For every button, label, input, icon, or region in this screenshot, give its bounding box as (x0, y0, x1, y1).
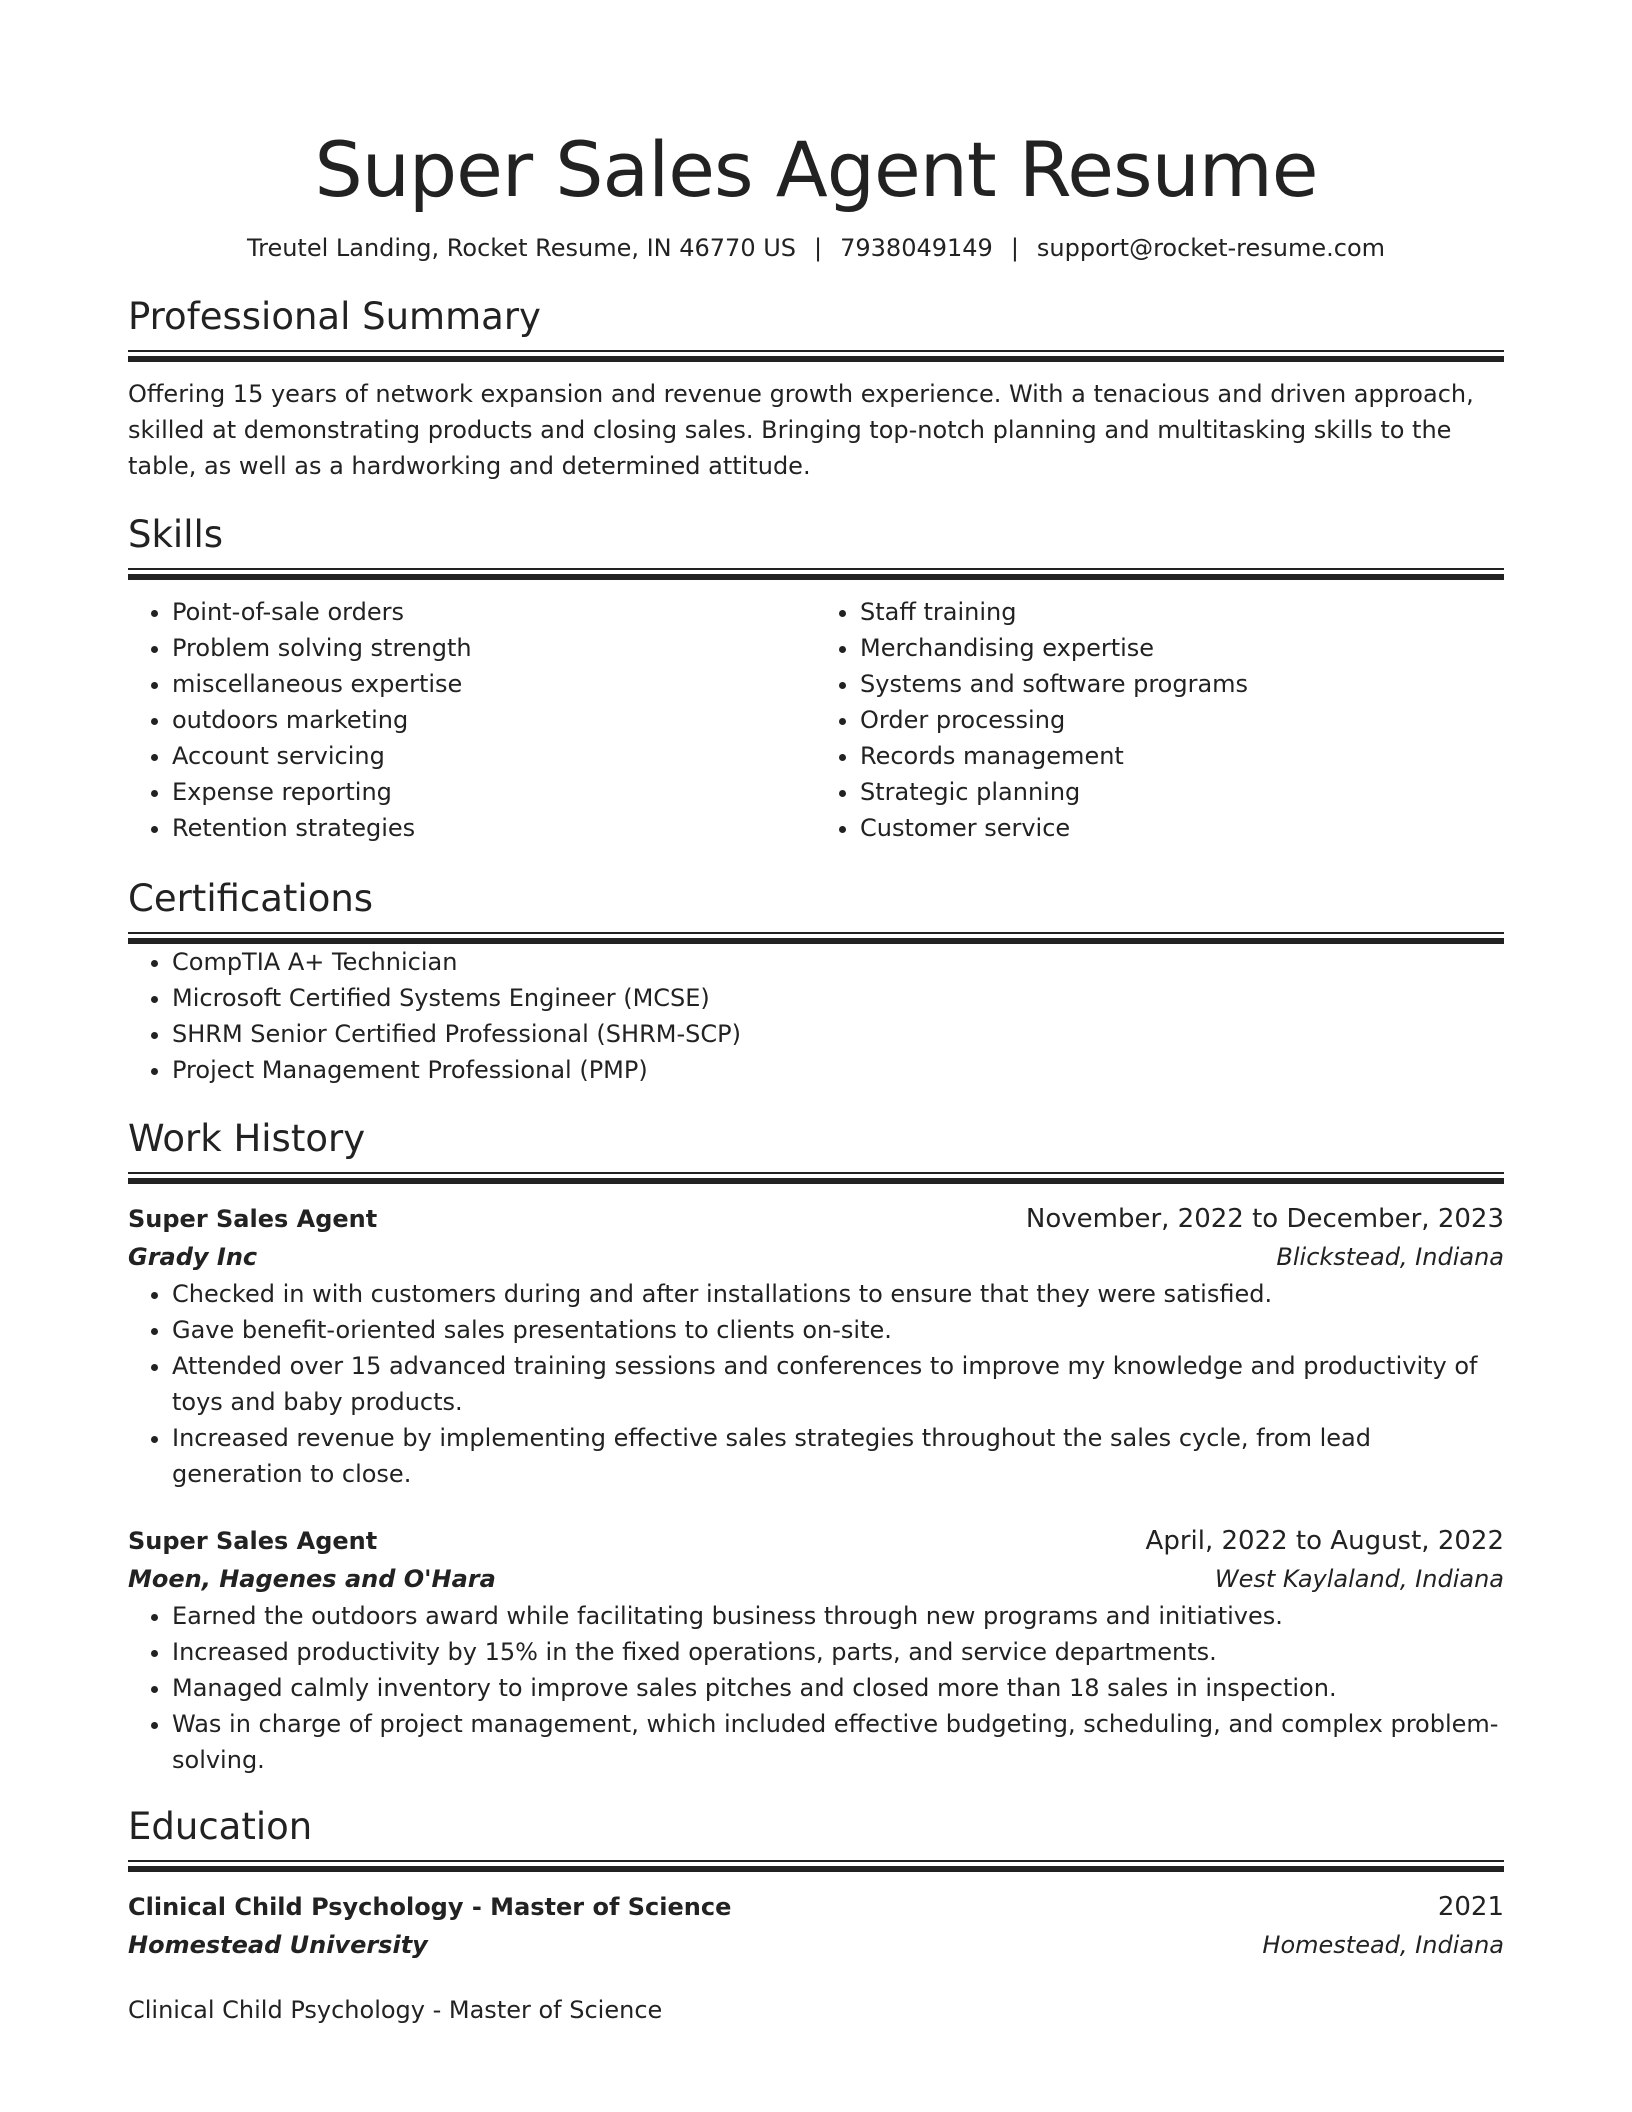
education-subheader (128, 1926, 1504, 1964)
skills-grid (128, 594, 1504, 846)
job-bullet: • Increased productivity by 15% in the fixed operations, parts, and service departments. (172, 1634, 1504, 1670)
skill-item: • Retention strategies (172, 810, 816, 846)
job-bullet: • Checked in with customers during and after installations to ensure that they were satisfied. (172, 1276, 1504, 1312)
job-bullet: • Was in charge of project management, which included effective budgeting, scheduling, and complex problem-solving. (172, 1706, 1504, 1778)
summary-text: Offering 15 years of network expansion and revenue growth experience. With a tenacious and driven approach, skilled at demonstrating products and closing sales. Bringing top-notch planning and multitasking skills to the table, as well as a hardworking and determined attitude. (128, 380, 1474, 480)
job-header (128, 1522, 1504, 1560)
education-degree: Clinical Child Psychology - Master of Science (128, 1893, 732, 1921)
work-history-section (128, 1116, 1504, 1778)
job-location: West Kaylaland, Indiana (1214, 1565, 1504, 1593)
education-school: Homestead University (128, 1931, 428, 1959)
certification-item: • SHRM Senior Certified Professional (SHRM-SCP) (172, 1016, 1504, 1052)
certifications-list (128, 944, 1504, 1088)
education-year: 2021 (1437, 1892, 1504, 1922)
skill-item: • Records management (860, 738, 1504, 774)
education-location: Homestead, Indiana (1262, 1931, 1504, 1959)
job-title: Super Sales Agent (128, 1205, 378, 1233)
certification-item: • CompTIA A+ Technician (172, 944, 1504, 980)
resume-title: Super Sales Agent Resume (314, 125, 1318, 214)
summary-section (128, 294, 1504, 484)
job-dates: November, 2022 to December, 2023 (1025, 1204, 1504, 1234)
job-header (128, 1200, 1504, 1238)
job-title: Super Sales Agent (128, 1527, 378, 1555)
section-divider (128, 1860, 1504, 1872)
contact-address: Treutel Landing, Rocket Resume, IN 46770 US (246, 234, 797, 262)
job-entry (128, 1522, 1504, 1778)
job-subheader (128, 1560, 1504, 1598)
skill-item: • Account servicing (172, 738, 816, 774)
section-divider (128, 350, 1504, 362)
section-divider (128, 568, 1504, 580)
resume-page (128, 0, 1504, 2028)
job-bullet: • Earned the outdoors award while facilitating business through new programs and initiatives. (172, 1598, 1504, 1634)
skill-item: • Strategic planning (860, 774, 1504, 810)
skill-item: • Systems and software programs (860, 666, 1504, 702)
education-detail: Clinical Child Psychology - Master of Science (128, 1996, 663, 2024)
section-divider (128, 932, 1504, 944)
certifications-section (128, 876, 1504, 1088)
skill-item: • Expense reporting (172, 774, 816, 810)
section-title-certifications: Certifications (128, 877, 374, 920)
job-bullet: • Attended over 15 advanced training sessions and conferences to improve my knowledge and productivity of toys and baby products. (172, 1348, 1504, 1420)
job-entry (128, 1200, 1504, 1492)
education-entry (128, 1888, 1504, 2028)
job-dates: April, 2022 to August, 2022 (1145, 1526, 1504, 1556)
job-bullet: • Increased revenue by implementing effective sales strategies throughout the sales cycle, from lead generation to close. (172, 1420, 1504, 1492)
skill-item: • Point-of-sale orders (172, 594, 816, 630)
skill-item: • Staff training (860, 594, 1504, 630)
job-company: Grady Inc (128, 1243, 258, 1271)
skill-item: • Order processing (860, 702, 1504, 738)
contact-line (128, 232, 1504, 264)
section-divider (128, 1172, 1504, 1184)
certification-item: • Microsoft Certified Systems Engineer (MCSE) (172, 980, 1504, 1016)
contact-phone: 7938049149 (840, 234, 993, 262)
section-title-education: Education (128, 1805, 313, 1848)
section-title-skills: Skills (128, 513, 224, 556)
section-title-work: Work History (128, 1117, 366, 1160)
certification-item: • Project Management Professional (PMP) (172, 1052, 1504, 1088)
job-location: Blickstead, Indiana (1276, 1243, 1504, 1271)
skills-list-right (816, 594, 1504, 846)
education-section (128, 1804, 1504, 2028)
job-bullets (128, 1598, 1504, 1778)
job-bullet: • Managed calmly inventory to improve sales pitches and closed more than 18 sales in inspection. (172, 1670, 1504, 1706)
job-bullet: • Gave benefit-oriented sales presentations to clients on-site. (172, 1312, 1504, 1348)
education-header (128, 1888, 1504, 1926)
job-company: Moen, Hagenes and O'Hara (128, 1565, 496, 1593)
contact-separator: | (1010, 234, 1019, 262)
skill-item: • miscellaneous expertise (172, 666, 816, 702)
job-subheader (128, 1238, 1504, 1276)
skill-item: • outdoors marketing (172, 702, 816, 738)
skill-item: • Problem solving strength (172, 630, 816, 666)
skills-section (128, 512, 1504, 846)
skills-list-left (128, 594, 816, 846)
job-bullets (128, 1276, 1504, 1492)
contact-separator: | (814, 234, 823, 262)
skill-item: • Customer service (860, 810, 1504, 846)
contact-email: support@rocket-resume.com (1036, 234, 1386, 262)
skill-item: • Merchandising expertise (860, 630, 1504, 666)
section-title-summary: Professional Summary (128, 295, 541, 338)
